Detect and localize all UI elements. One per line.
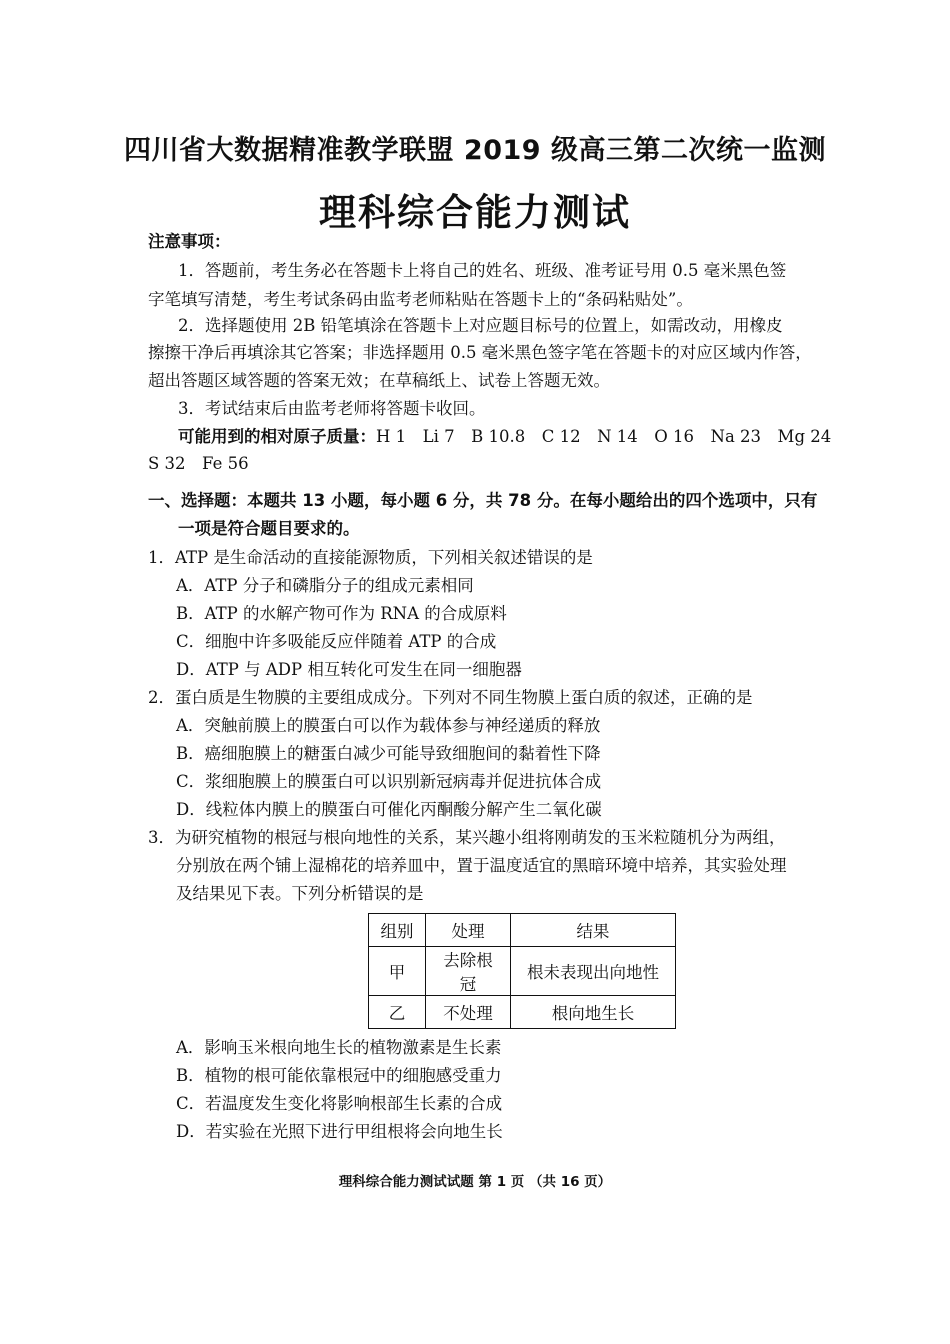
question-3-stem-line-3: 及结果见下表。下列分析错误的是 — [176, 884, 424, 903]
question-3-option-a: A．影响玉米根向地生长的植物激素是生长素 — [176, 1038, 502, 1057]
table-row — [369, 947, 676, 996]
atomic-mass-line-1 — [178, 426, 831, 448]
table-cell: 甲 — [369, 947, 426, 996]
table-cell: 去除根冠 — [426, 947, 511, 996]
question-3-stem-line-1: 3．为研究植物的根冠与根向地性的关系，某兴趣小组将刚萌发的玉米粒随机分为两组， — [148, 828, 786, 847]
page-footer: 理科综合能力测试试题 第 1 页 （共 16 页） — [338, 1174, 612, 1190]
question-3-option-b: B．植物的根可能依靠根冠中的细胞感受重力 — [176, 1066, 502, 1085]
section-heading-line-1: 一、选择题：本题共 13 小题，每小题 6 分，共 78 分。在每小题给出的四个选项中，只有 — [148, 491, 818, 510]
exam-title: 四川省大数据精准教学联盟 2019 级高三第二次统一监测 — [124, 135, 826, 166]
experiment-table — [368, 913, 676, 1029]
table-cell: 乙 — [369, 996, 426, 1029]
notice-item-2-line-2: 擦擦干净后再填涂其它答案；非选择题用 0.5 毫米黑色签字笔在答题卡的对应区域内作答， — [148, 343, 812, 362]
section-heading-line-2: 一项是符合题目要求的。 — [178, 519, 360, 538]
table-cell: 不处理 — [426, 996, 511, 1029]
notice-item-1-line-2: 字笔填写清楚，考生考试条码由监考老师粘贴在答题卡上的“条码粘贴处”。 — [148, 290, 693, 309]
question-2-option-a: A．突触前膜上的膜蛋白可以作为载体参与神经递质的释放 — [176, 716, 601, 735]
question-1-option-b: B．ATP 的水解产物可作为 RNA 的合成原料 — [176, 604, 507, 623]
atomic-mass-values: H 1 Li 7 B 10.8 C 12 N 14 O 16 Na 23 Mg 24 — [376, 427, 832, 446]
question-2-option-b: B．癌细胞膜上的糖蛋白减少可能导致细胞间的黏着性下降 — [176, 744, 601, 763]
notice-heading: 注意事项： — [148, 232, 231, 251]
table-header-cell: 处理 — [426, 914, 511, 947]
table-row — [369, 996, 676, 1029]
question-1-option-a: A．ATP 分子和磷脂分子的组成元素相同 — [176, 576, 474, 595]
atomic-mass-line-2: S 32 Fe 56 — [148, 454, 249, 473]
notice-item-1-line-1: 1．答题前，考生务必在答题卡上将自己的姓名、班级、准考证号用 0.5 毫米黑色签 — [178, 261, 787, 280]
question-1-option-c: C．细胞中许多吸能反应伴随着 ATP 的合成 — [176, 632, 497, 651]
notice-item-2-line-3: 超出答题区域答题的答案无效；在草稿纸上、试卷上答题无效。 — [148, 371, 610, 390]
question-3-stem-line-2: 分别放在两个铺上湿棉花的培养皿中，置于温度适宜的黑暗环境中培养，其实验处理 — [176, 856, 787, 875]
table-header-cell: 组别 — [369, 914, 426, 947]
notice-item-3: 3．考试结束后由监考老师将答题卡收回。 — [178, 399, 486, 418]
exam-subtitle: 理科综合能力测试 — [319, 191, 631, 234]
question-2-stem: 2．蛋白质是生物膜的主要组成成分。下列对不同生物膜上蛋白质的叙述，正确的是 — [148, 688, 753, 707]
question-2-option-c: C．浆细胞膜上的膜蛋白可以识别新冠病毒并促进抗体合成 — [176, 772, 602, 791]
question-3-option-c: C．若温度发生变化将影响根部生长素的合成 — [176, 1094, 503, 1113]
table-header-row — [369, 914, 676, 947]
question-1-stem: 1．ATP 是生命活动的直接能源物质，下列相关叙述错误的是 — [148, 548, 593, 567]
question-3-option-d: D．若实验在光照下进行甲组根将会向地生长 — [176, 1122, 503, 1141]
table-cell: 根向地生长 — [511, 996, 676, 1029]
table-header-cell: 结果 — [511, 914, 676, 947]
question-2-option-d: D．线粒体内膜上的膜蛋白可催化丙酮酸分解产生二氧化碳 — [176, 800, 602, 819]
notice-item-2-line-1: 2．选择题使用 2B 铅笔填涂在答题卡上对应题目标号的位置上，如需改动，用橡皮 — [178, 316, 783, 335]
table-cell: 根未表现出向地性 — [511, 947, 676, 996]
question-1-option-d: D．ATP 与 ADP 相互转化可发生在同一细胞器 — [176, 660, 522, 679]
atomic-mass-label: 可能用到的相对原子质量： — [178, 427, 376, 446]
